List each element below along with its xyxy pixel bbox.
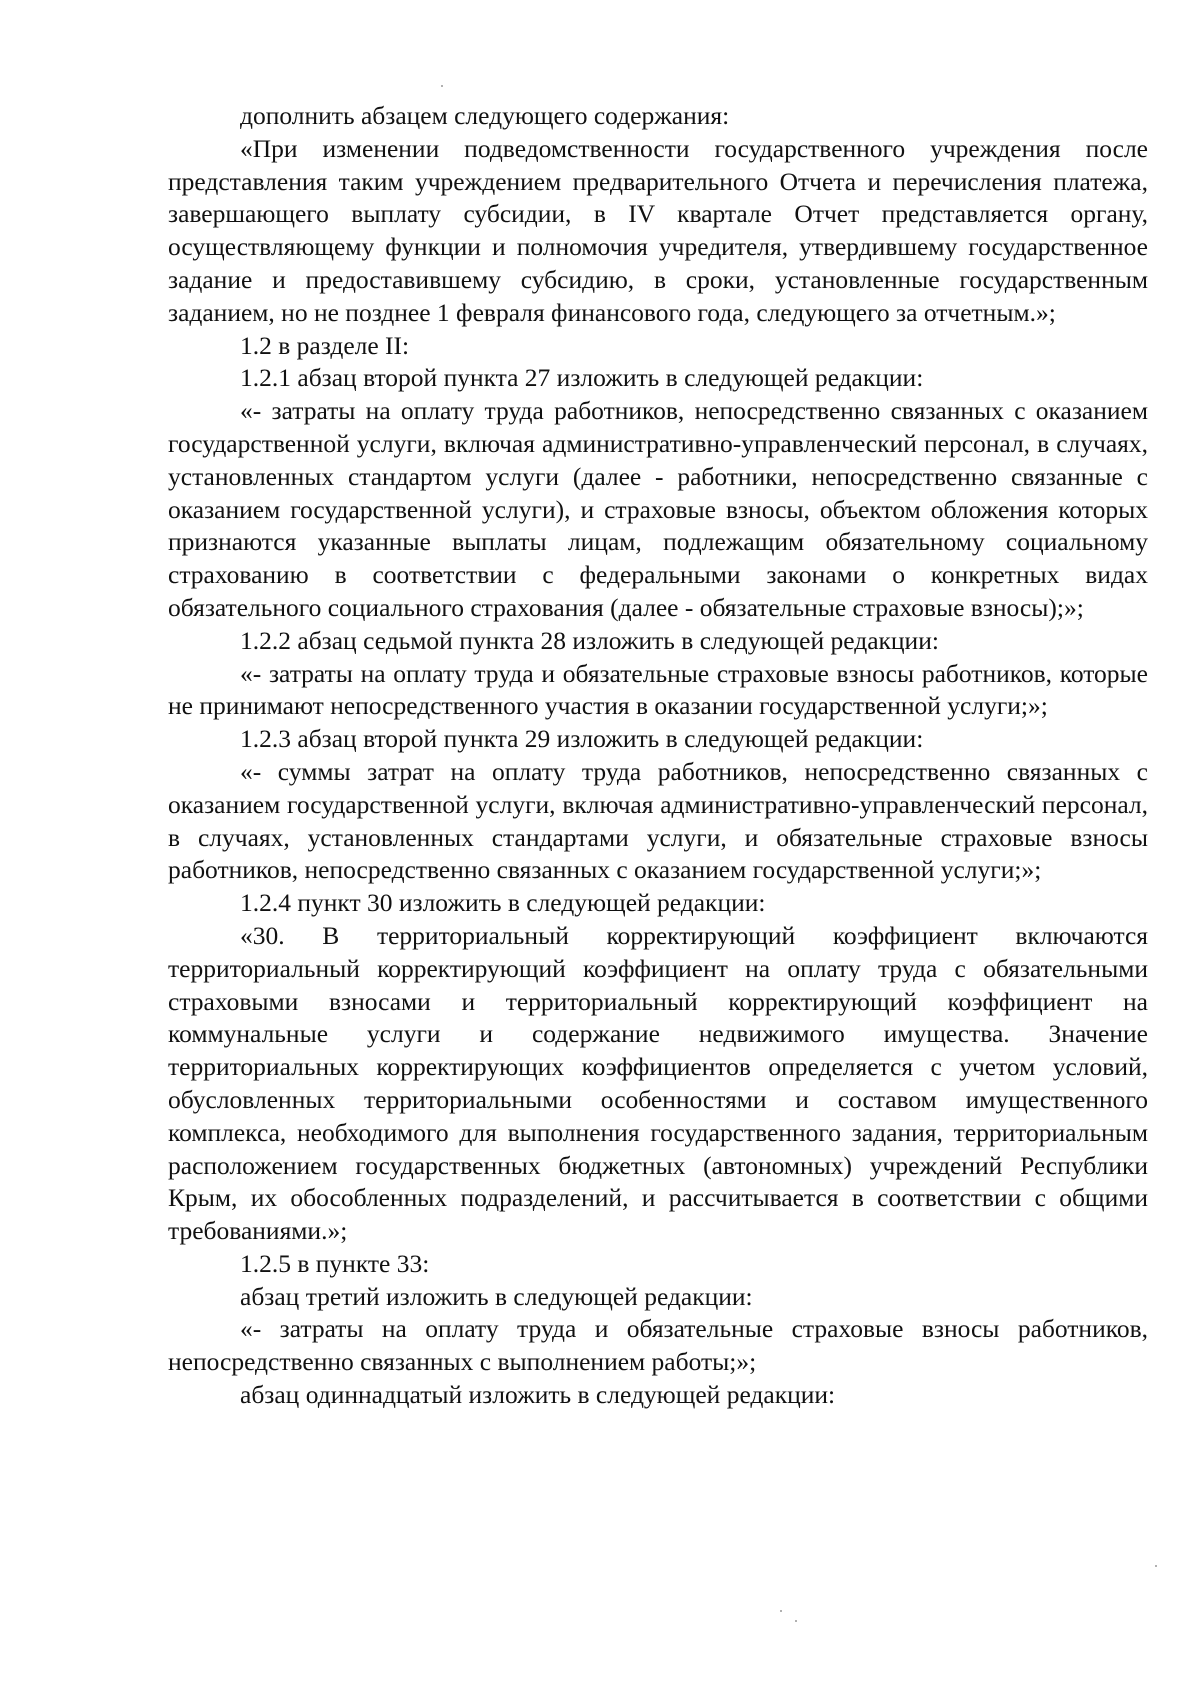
scan-speck bbox=[780, 1610, 782, 1612]
paragraph-1-2-2: 1.2.2 абзац седьмой пункта 28 изложить в следующей редакции: bbox=[240, 625, 939, 655]
document-body bbox=[168, 100, 1148, 1412]
paragraph-intro: дополнить абзацем следующего содержания: bbox=[240, 101, 730, 130]
paragraph-1-2-3: 1.2.3 абзац второй пункта 29 изложить в следующей редакции: bbox=[240, 724, 924, 754]
paragraph-quote-labor-costs: «- затраты на оплату труда работников, непосредственно связанных с оказанием государственной услуги, включая административно-управленческий персонал, в случаях, установленных стандартом услуги (далее - работники, непосредственно связанные с оказанием государственной услуги), и страховые взносы, объектом обложения которых признаются указанные выплаты лицам, подлежащим обязательному социальному страхованию в соответствии с федеральными законами о конкретных видах обязательного социального страхования (далее - обязательные страховые взносы);»; bbox=[168, 396, 1148, 622]
paragraph-1-2-5: 1.2.5 в пункте 33: bbox=[240, 1248, 430, 1278]
paragraph-quote-indirect-labor: «- затраты на оплату труда и обязательные страховые взносы работников, которые не принимают непосредственного участия в оказании государственной услуги;»; bbox=[168, 658, 1148, 721]
scan-speck bbox=[441, 85, 443, 87]
scan-speck bbox=[1155, 1565, 1157, 1567]
paragraph-quote-coefficient: «30. В территориальный корректирующий коэффициент включаются территориальный корректирующий коэффициент на оплату труда с обязательными страховыми взносами и территориальный корректирующий коэффициент на коммунальные услуги и содержание недвижимого имущества. Значение территориальных корректирующих коэффициентов определяется с учетом условий, обусловленных территориальными особенностями и составом имущественного комплекса, необходимого для выполнения государственного задания, территориальным расположением государственных бюджетных (автономных) учреждений Республики Крым, их обособленных подразделений, и рассчитывается в соответствии с общими требованиями.»; bbox=[168, 920, 1148, 1246]
paragraph-1-2-4: 1.2.4 пункт 30 изложить в следующей редакции: bbox=[240, 888, 766, 918]
paragraph-quote-labor-sums: «- суммы затрат на оплату труда работников, непосредственно связанных с оказанием государственной услуги, включая административно-управленческий персонал, в случаях, установленных стандартами услуги, и обязательные страховые взносы работников, непосредственно связанных с оказанием государственной услуги;»; bbox=[168, 756, 1148, 885]
paragraph-1-2-1: 1.2.1 абзац второй пункта 27 изложить в следующей редакции: bbox=[240, 363, 924, 393]
paragraph-quote-work-labor: «- затраты на оплату труда и обязательные страховые взносы работников, непосредственно связанных с выполнением работы;»; bbox=[168, 1314, 1148, 1377]
paragraph-quote-subordination: «При изменении подведомственности государственного учреждения после представления таким учреждением предварительного Отчета и перечисления платежа, завершающего выплату субсидии, в IV квартале Отчет представляется органу, осуществляющему функции и полномочия учредителя, утвердившему государственное задание и предоставившему субсидию, в сроки, установленные государственным заданием, но не позднее 1 февраля финансового года, следующего за отчетным.»; bbox=[168, 133, 1148, 327]
scan-speck bbox=[795, 1620, 797, 1622]
paragraph-eleventh-abzac: абзац одиннадцатый изложить в следующей редакции: bbox=[240, 1380, 836, 1410]
paragraph-third-abzac: абзац третий изложить в следующей редакции: bbox=[240, 1281, 753, 1311]
paragraph-1-2: 1.2 в разделе II: bbox=[240, 330, 410, 360]
